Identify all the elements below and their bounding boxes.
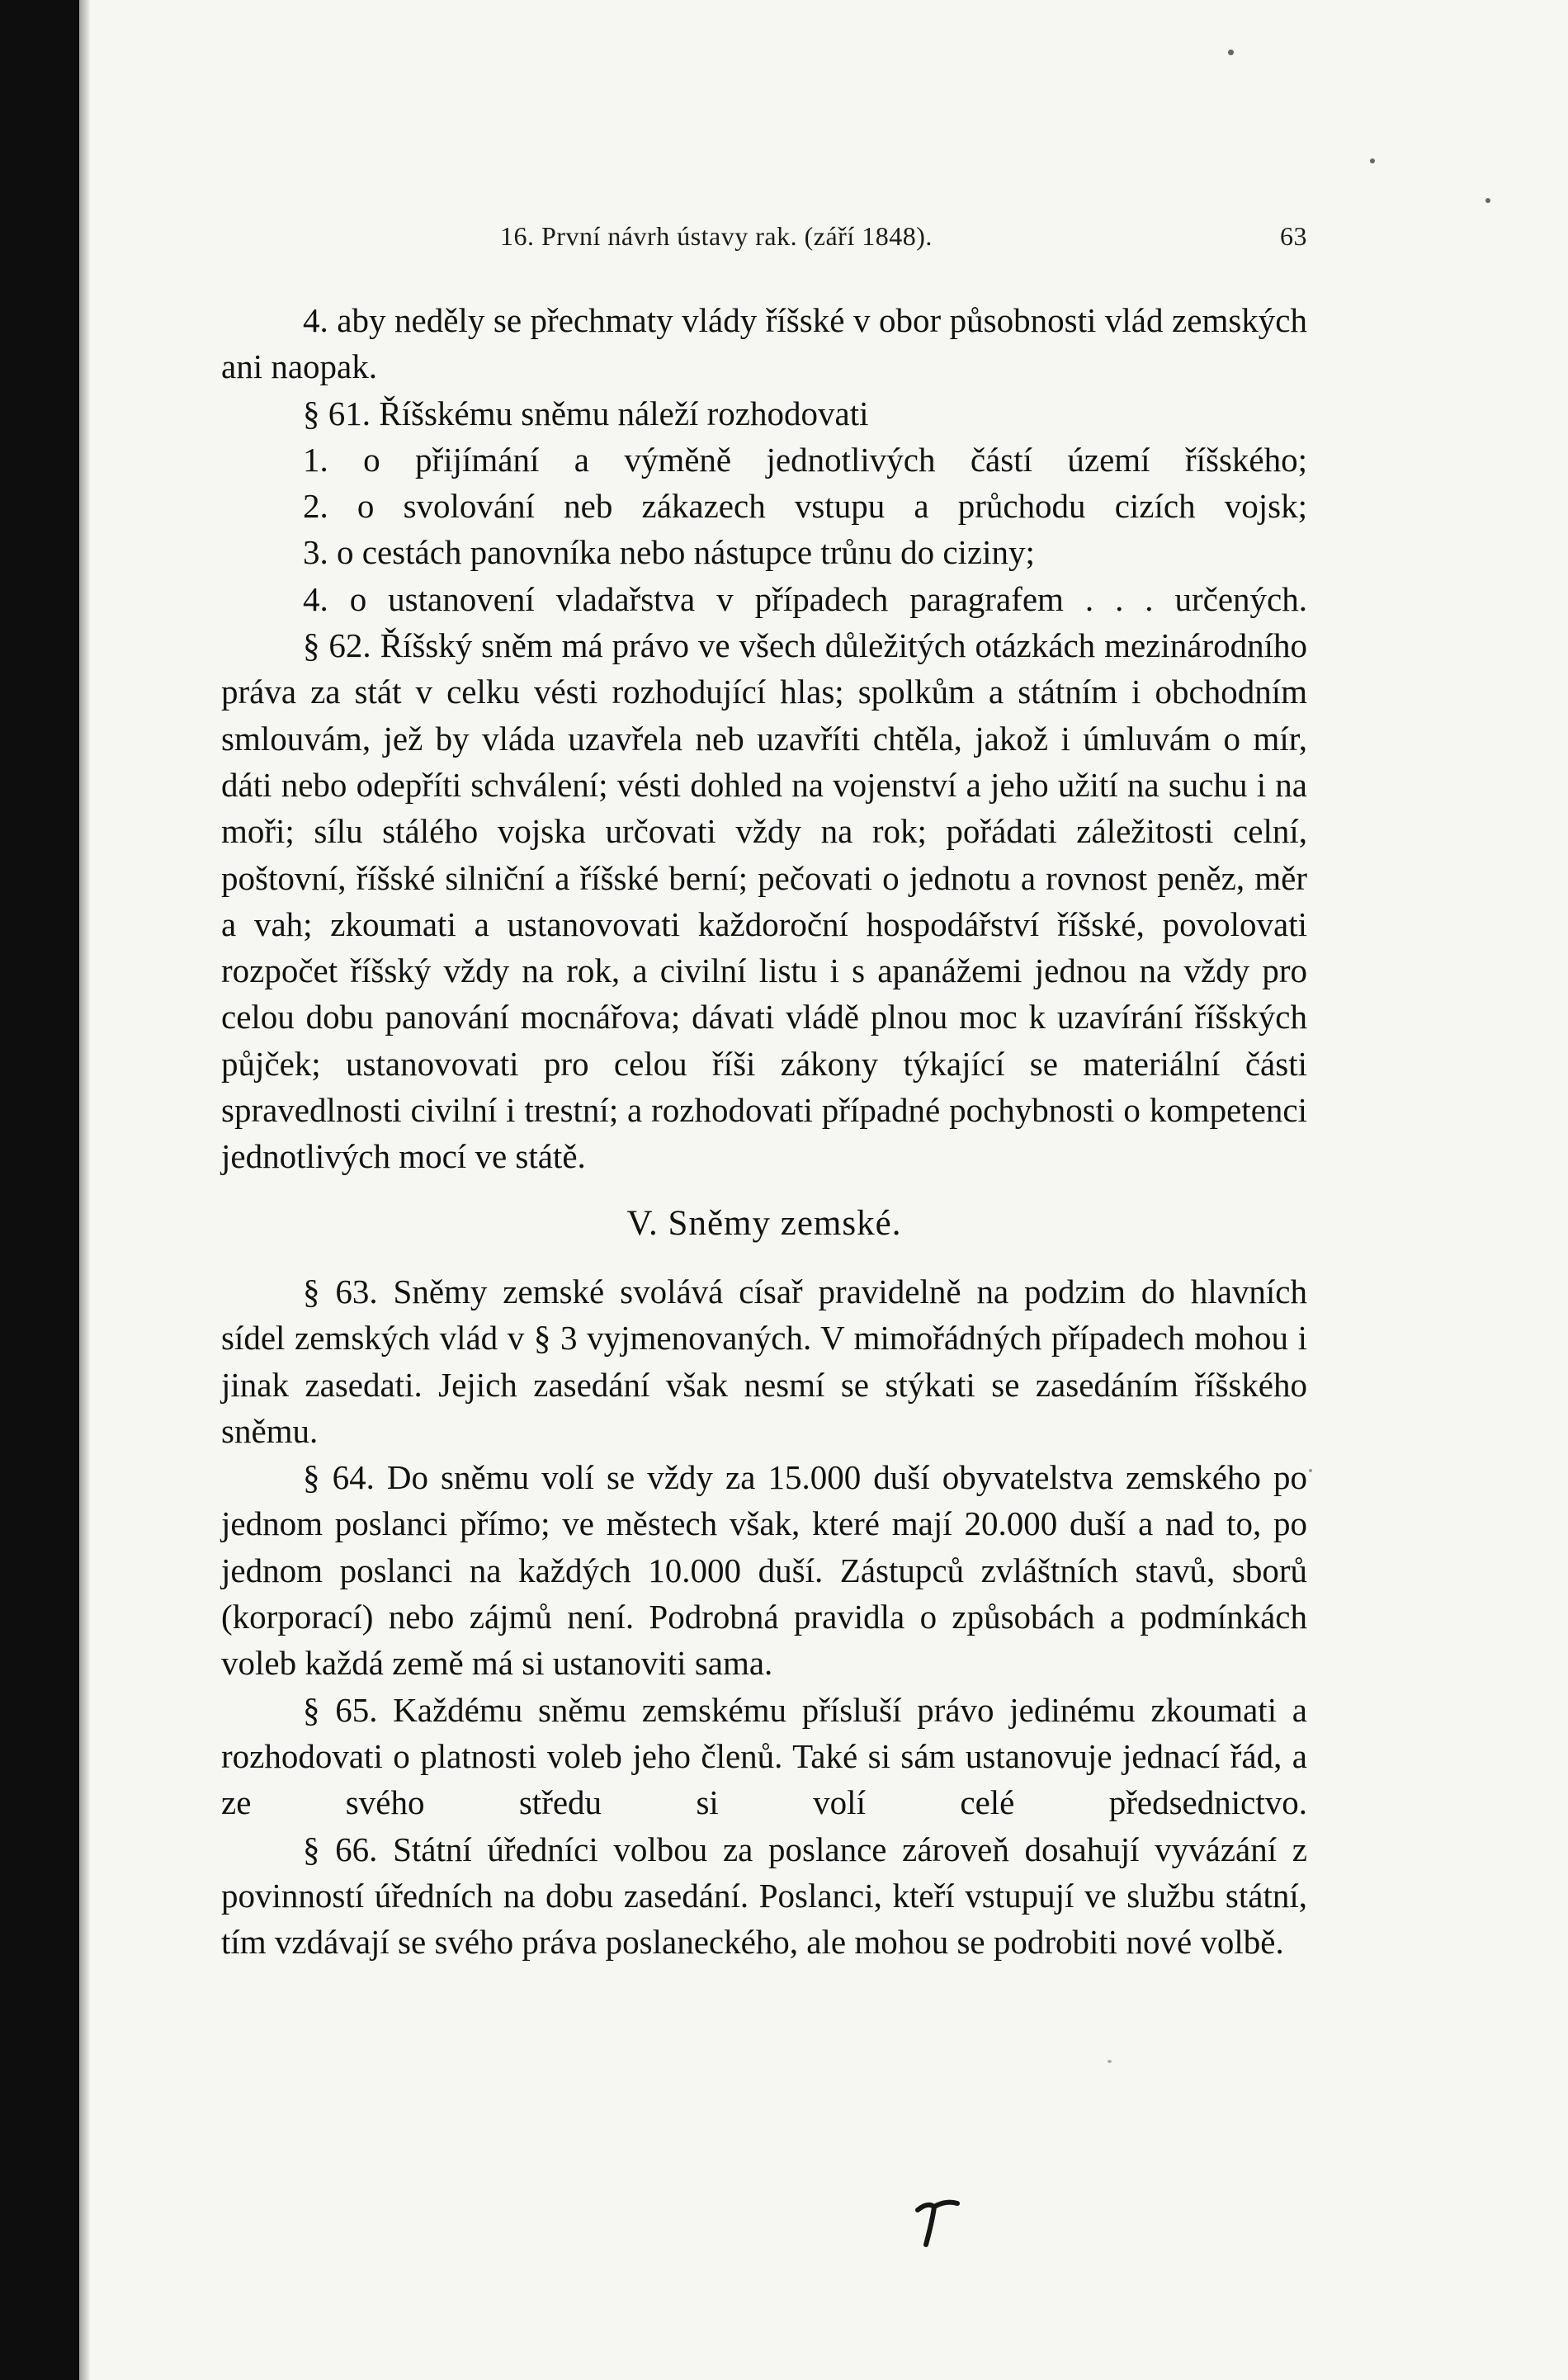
section-64: § 64. Do sněmu volí se vždy za 15.000 duší obyvatelstva zemského po jednom poslanci přímo; ve městech však, které mají 20.000 duší a nad to, po jednom poslanci na každých 10.000 duší. Zástupců zvláštních stavů, sborů (korporací) nebo zájmů není. Podrobná pravidla o způsobách a podmínkách voleb každá země má si ustanoviti sama.	[221, 1458, 1307, 1683]
specks	[1485, 198, 1490, 203]
specks	[1370, 158, 1375, 163]
specks	[1309, 1469, 1312, 1472]
section-61-item-2: 2. o svolování neb zákazech vstupu a průchodu cizích vojsk;	[303, 487, 1307, 526]
section-61-item-1: 1. o přijímání a výměně jednotlivých částí území říšského;	[303, 440, 1307, 479]
section-65: § 65. Každému sněmu zemskému přísluší právo jedinému zkoumati a rozhodovati o platnosti voleb jeho členů. Také si sám ustanovuje jednací řád, a ze svého středu si volí celé předsednictvo.	[221, 1690, 1307, 1822]
specks	[1228, 50, 1234, 55]
page-edge-shadow	[79, 0, 91, 2380]
paragraph-item-4: 4. aby neděly se přechmaty vlády říšské v obor působnosti vlád zemských ani naopak.	[221, 301, 1307, 386]
section-63: § 63. Sněmy zemské svolává císař pravidelně na podzim do hlavních sídel zemských vlád v § 3 vyjmenovaných. V mimořádných případech mohou i jinak zasedati. Jejich zasedání však nesmí se stýkati se zasedáním říšského sněmu.	[221, 1272, 1307, 1450]
running-title: 16. První návrh ústavy rak. (září 1848).	[500, 221, 933, 251]
section-61-item-4: 4. o ustanovení vladařstva v případech paragrafem . . . určených.	[303, 579, 1307, 618]
body-text	[221, 297, 1307, 1965]
specks	[1108, 2060, 1112, 2063]
pencil-mark	[909, 2195, 967, 2253]
section-61-intro: § 61. Říšskému sněmu náleží rozhodovati	[303, 394, 869, 432]
page-number: 63	[1280, 221, 1307, 251]
section-61-item-3: 3. o cestách panovníka nebo nástupce trůnu do ciziny;	[303, 533, 1035, 572]
section-62: § 62. Říšský sněm má právo ve všech důležitých otázkách mezinárodního práva za stát v celku vésti rozhodující hlas; spolkům a státním i obchodním smlouvám, jež by vláda uzavřela neb uzavříti chtěla, jakož i úmluvám o mír, dáti nebo odepříti schválení; vésti dohled na vojenství a jeho užití na suchu i na moři; sílu stálého vojska určovati vždy na rok; pořádati záležitosti celní, poštovní, říšské silniční a říšské berní; pečovati o jednotu a rovnost peněz, měr a vah; zkoumati a ustanovovati každoroční hospodářství říšské, povolovati rozpočet říšský vždy na rok, a civilní listu i s apanážemi jednou na vždy pro celou dobu panování mocnářova; dávati vládě plnou moc k uzavírání říšských půjček; ustanovovati pro celou říši zákony týkající se materiální části spravedlnosti civilní i trestní; a rozhodovati případné pochybnosti o kompetenci jednotlivých mocí ve státě.	[221, 626, 1307, 1176]
section-heading: V. Sněmy zemské.	[626, 1203, 902, 1243]
section-66: § 66. Státní úředníci volbou za poslance zároveň dosahují vyvázání z povinností úředních na dobu zasedání. Poslanci, kteří vstupují ve službu státní, tím vzdávají se svého práva poslaneckého, ale mohou se podrobiti nové volbě.	[221, 1830, 1307, 1962]
